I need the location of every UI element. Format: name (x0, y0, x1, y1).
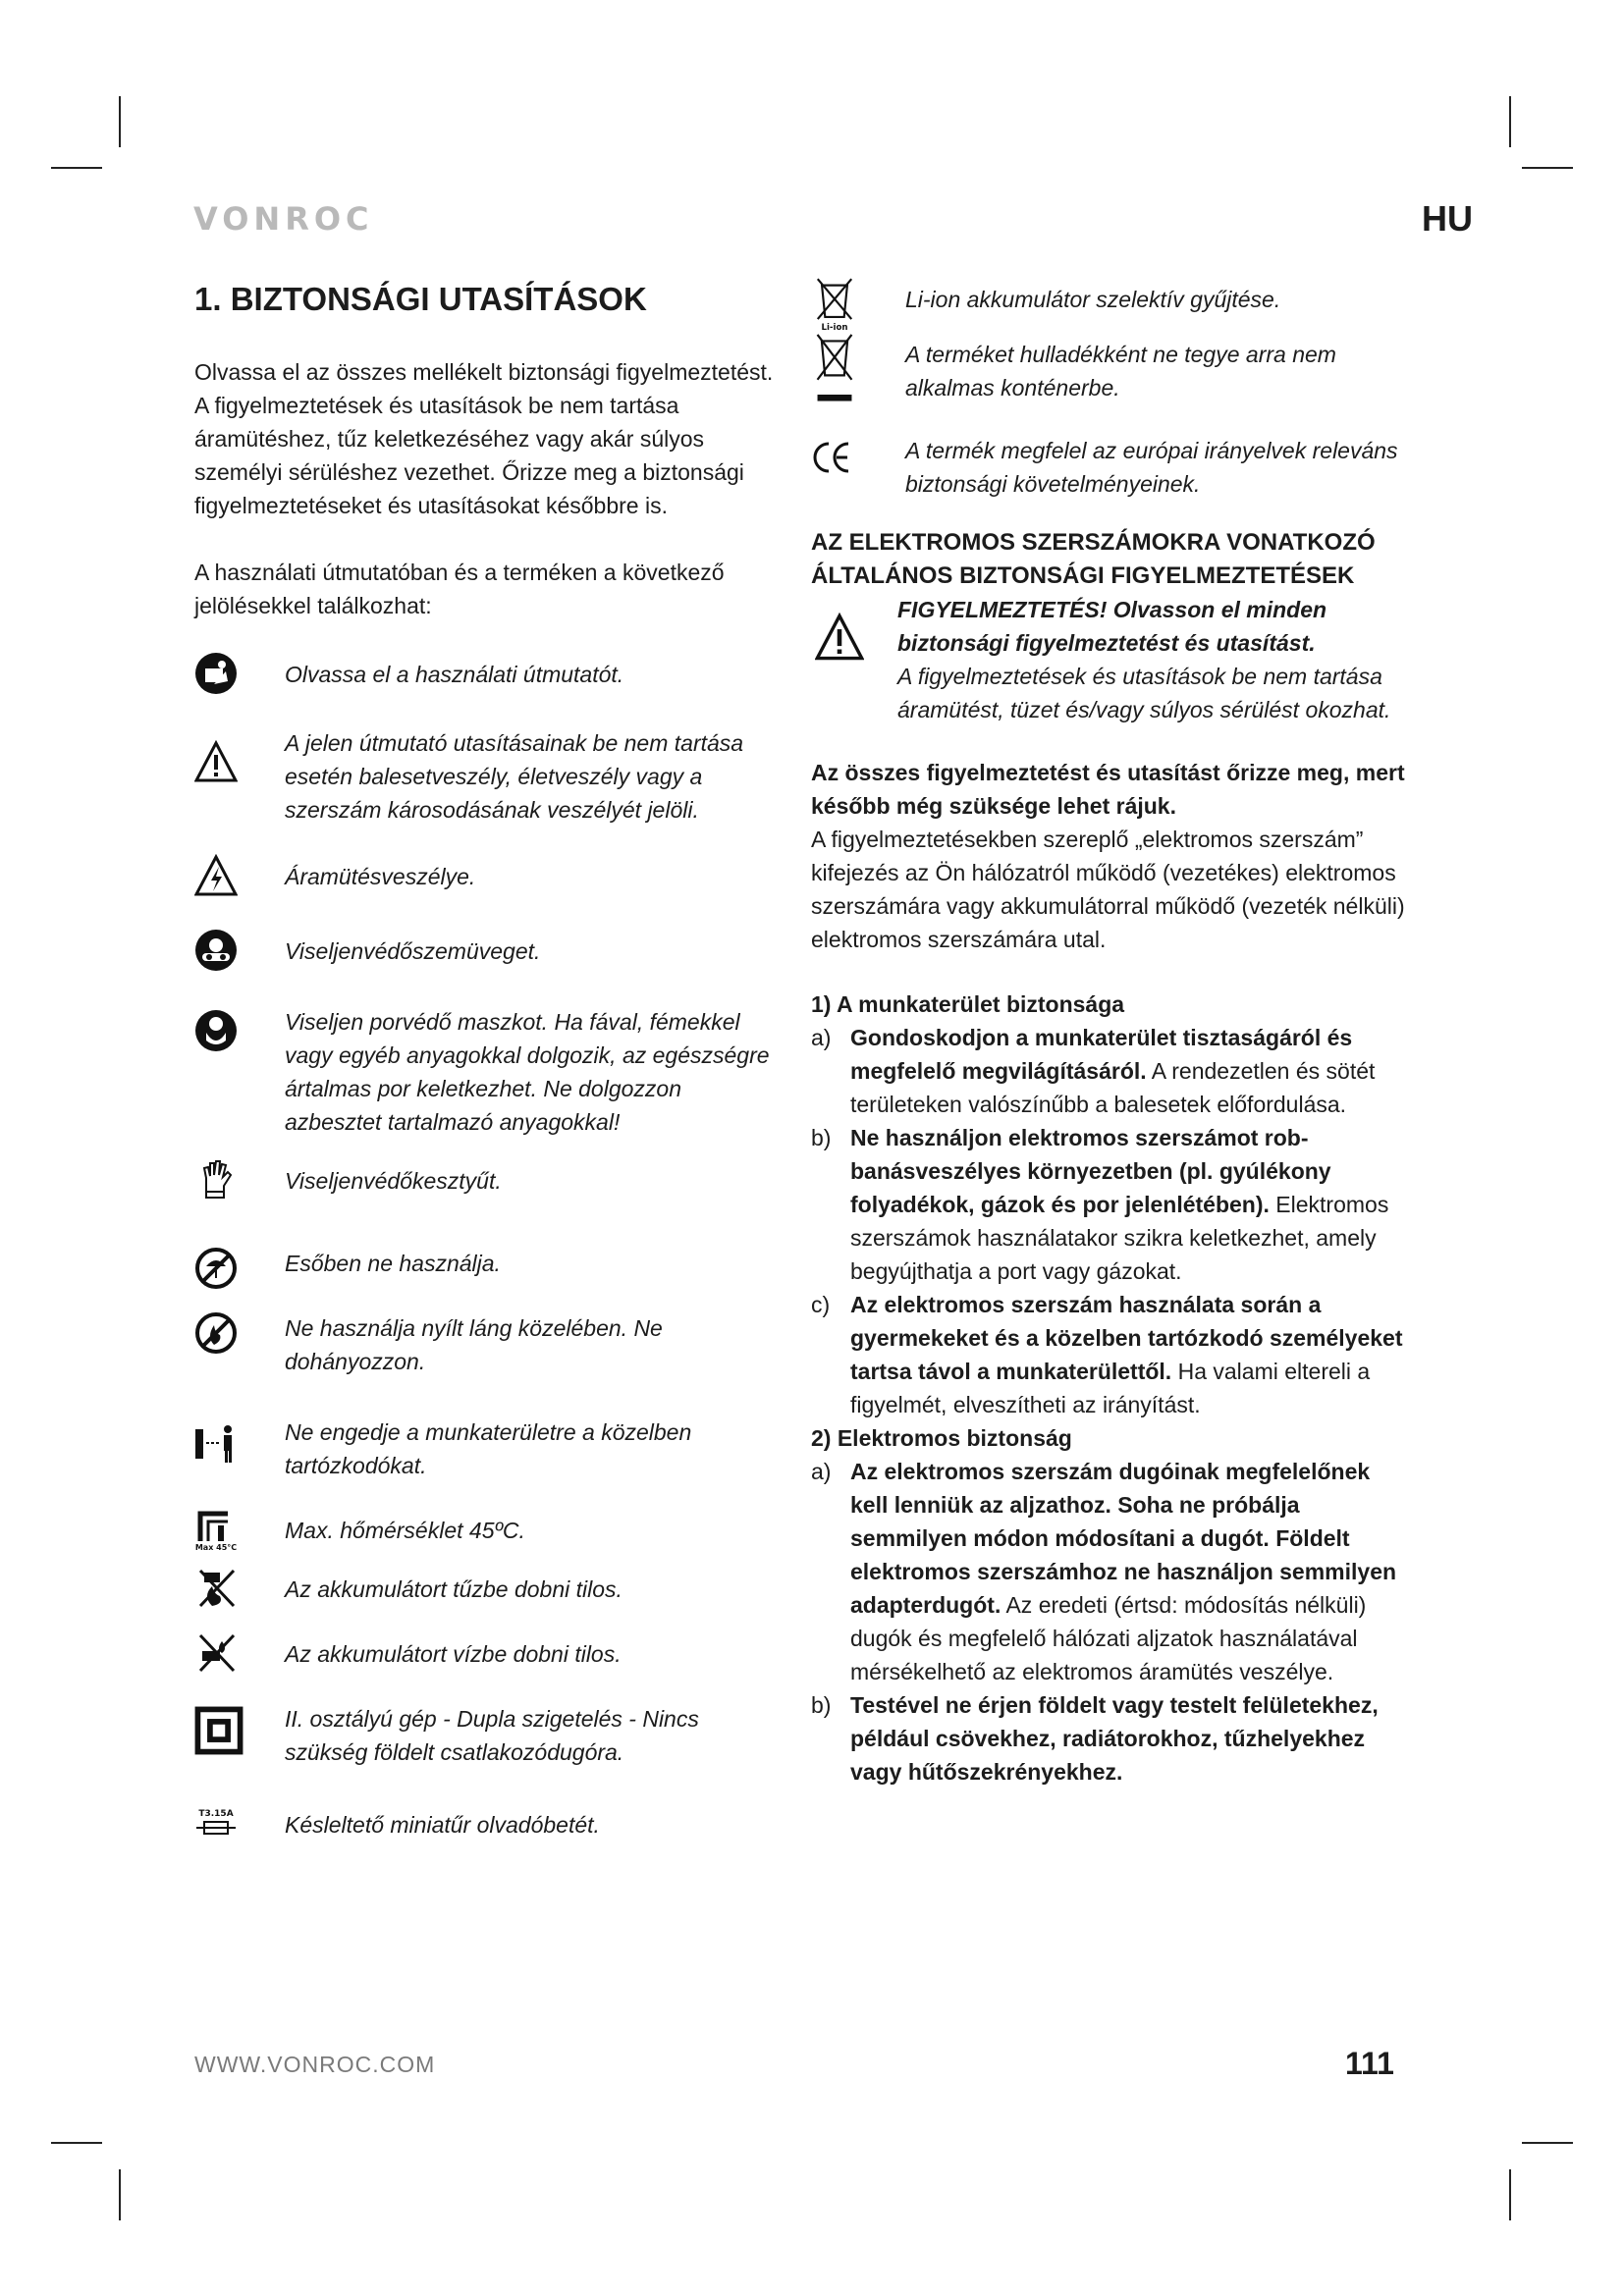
read-manual-icon (194, 652, 238, 695)
svg-text:Li-ion: Li-ion (821, 322, 848, 332)
symbol-row: Esőben ne használja. (194, 1241, 784, 1280)
crop-mark (119, 2169, 121, 2220)
symbol-row: A jelen útmutató utasításainak be nem tartása esetén balesetveszély, életveszély vagy a szerszám károsodásának veszélyét jelöli. (194, 721, 784, 827)
symbol-row: II. osztályú gép - Dupla szigetelés - Nincs szükség földelt csatlakozódugóra. (194, 1696, 784, 1769)
keep-distance-icon (194, 1421, 238, 1465)
page-title: 1. BIZTONSÁGI UTASÍTÁSOK (194, 281, 647, 317)
max-temperature-icon (194, 1508, 238, 1551)
section-1-title: 1) A munkaterület biztonsága (811, 991, 1125, 1017)
section-heading: AZ ELEKTROMOS SZERSZÁMOKRA VONATKOZÓ ÁLTALÁNOS BIZTONSÁGI FIGYELMEZTETÉSEK (811, 529, 1376, 589)
left-column (194, 277, 784, 1863)
safety-goggles-icon (194, 929, 238, 972)
symbol-row: Viseljenvédőkesztyűt. (194, 1158, 784, 1198)
no-water-battery-icon (194, 1631, 238, 1675)
weee-bin-icon (811, 332, 858, 410)
no-open-flame-icon (194, 1311, 238, 1355)
symbol-row: Ne használja nyílt láng közelében. Ne dohányozzon. (194, 1306, 784, 1378)
warning-triangle-icon (194, 740, 238, 783)
electric-shock-icon (194, 854, 238, 897)
symbol-row: Áramütésveszélye. (194, 854, 784, 893)
symbol-row: Viseljenvédőszemüveget. (194, 929, 784, 968)
crop-mark (1509, 2169, 1511, 2220)
warning-box (811, 593, 1410, 726)
fuse-icon (194, 1802, 238, 1845)
list-item: c) Az elektromos szerszám használata során a gyermekeket és a közelben tartózkodó személyeket tartsa távol a munkaterülettől. Ha valami eltereli a figyelmét, elveszítheti az irányítást. (811, 1292, 1403, 1417)
crop-mark (1522, 2142, 1573, 2144)
gloves-icon (194, 1158, 238, 1201)
no-fire-battery-icon (194, 1567, 238, 1610)
list-item: a) Az elektromos szerszám dugóinak megfelelőnek kell lenniük az aljzathoz. Soha ne próbálja semmilyen módon módosítani a dugót. Földelt elektromos szerszámhoz ne használjon semmilyen adapterdugót. Az eredeti (értsd: módosítás nélküli) dugók és megfelelő hálózati aljzatok használatával mérsékelhető az elektromos áramütés veszélye. (811, 1459, 1397, 1684)
symbols-intro: A használati útmutatóban és a terméken a következő jelölésekkel találkozhat: (194, 560, 725, 618)
keep-instructions-text: A figyelmeztetésekben szereplő „elektromos szerszám” kifejezés az Ön hálózatról működő (vezetékes) elektromos szerszámára vagy akkumulátorral működő (vezeték nélküli) elektromos szerszámára utal. (811, 827, 1405, 952)
intro-paragraph: Olvassa el az összes mellékelt biztonsági figyelmeztetést. A figyelmeztetések és utasítások be nem tartása áramütéshez, tűz keletkezéséhez vagy akár súlyos személyi sérüléshez vezethet. Őrizze meg a biztonsági figyelmeztetéseket és utasításokat későbbre is. (194, 359, 774, 518)
crop-mark (51, 2142, 102, 2144)
class-ii-icon (194, 1706, 244, 1755)
symbol-row: Az akkumulátort tűzbe dobni tilos. (194, 1567, 784, 1606)
list-item: b) Testével ne érjen földelt vagy testelt felületekhez, például csövekhez, radiátorokhoz, tűzhelyekhez vagy hűtőszekrényekhez. (811, 1692, 1379, 1785)
symbol-row: Ne engedje a munkaterületre a közelben tartózkodókat. (194, 1410, 784, 1482)
svg-text:Max 45°C: Max 45°C (194, 1543, 238, 1551)
keep-instructions-bold: Az összes figyelmeztetést és utasítást őrizze meg, mert később még szüksége lehet rájuk. (811, 760, 1405, 819)
ce-mark-icon (811, 436, 854, 479)
right-column (811, 277, 1410, 1789)
symbol-row: Viseljen porvédő maszkot. Ha fával, fémekkel vagy egyéb anyagokkal dolgozik, az egészségre ártalmas por keletkezhet. Ne dolgozzon azbesztet tartalmazó anyagokkal! (194, 999, 784, 1139)
symbol-row: Olvassa el a használati útmutatót. (194, 652, 784, 691)
dust-mask-icon (194, 1009, 238, 1052)
svg-text:T3.15A: T3.15A (198, 1809, 234, 1819)
symbol-row: A termék megfelel az európai irányelvek releváns biztonsági követelményeinek. (811, 428, 1410, 501)
footer-url: WWW.VONROC.COM (194, 2052, 436, 2077)
symbol-row: Max 45°C Max. hőmérséklet 45ºC. (194, 1508, 784, 1547)
symbol-row: Li-ion Li-ion akkumulátor szelektív gyűjtése. (811, 277, 1410, 316)
list-item: a) Gondoskodjon a munkaterület tisztaságáról és megfelelő megvilágításáról. A rendezetlen és sötét területeken valószínűbb a balesetek előfordulása. (811, 1025, 1376, 1117)
section-2-title: 2) Elektromos biztonság (811, 1425, 1072, 1451)
brand-logo: VONROC (193, 200, 374, 238)
symbol-row: T3.15A Késleltető miniatűr olvadóbetét. (194, 1802, 784, 1842)
symbol-row: Az akkumulátort vízbe dobni tilos. (194, 1631, 784, 1671)
symbol-row: A terméket hulladékként ne tegye arra nem alkalmas konténerbe. (811, 332, 1410, 404)
crop-mark (119, 96, 121, 147)
warning-text: A figyelmeztetések és utasítások be nem tartása áramütést, tüzet és/vagy súlyos sérülést okozhat. (897, 664, 1391, 722)
page-number: 111 (1345, 2046, 1394, 2081)
language-code: HU (1422, 198, 1473, 239)
crop-mark (1509, 96, 1511, 147)
list-item: b) Ne használjon elektromos szerszámot robbanásveszélyes környezetben (pl. gyúlékony folyadékok, gázok és por jelenlétében). Elektromos szerszámok használatakor szikra keletkezhet, amely begyújthatja a port vagy gázokat. (811, 1125, 1389, 1284)
warning-bold-text: FIGYELMEZTETÉS! Olvasson el minden biztonsági figyelmeztetést és utasítást. (897, 597, 1327, 656)
no-rain-icon (194, 1247, 238, 1290)
warning-triangle-icon (815, 613, 864, 662)
li-ion-recycle-icon (811, 277, 858, 332)
crop-mark (1522, 167, 1573, 169)
crop-mark (51, 167, 102, 169)
